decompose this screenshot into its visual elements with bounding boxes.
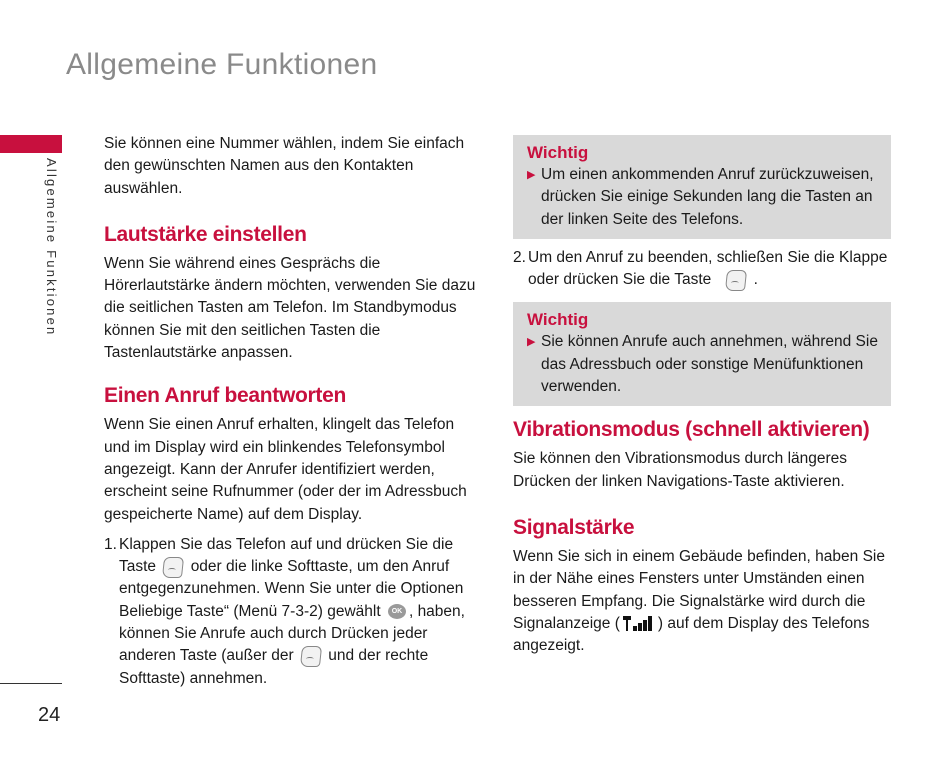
answer-paragraph: Wenn Sie einen Anruf erhalten, klingelt das Telefon und im Display wird ein blinkendes Telefonsymbol angezeigt. Kann der Anrufer identifiziert werden, erscheint seine Rufnummer (oder der im Adressbuch gespeicherte Name) auf dem Display. xyxy=(104,416,467,523)
signal-strength-icon xyxy=(622,615,656,632)
step-text-part: , haben, können Sie Anrufe auch durch Drücken jeder anderen Taste (außer der xyxy=(119,602,465,665)
ok-key-icon: OK xyxy=(388,604,406,619)
important-note-reject xyxy=(513,135,891,239)
note-title: Wichtig xyxy=(527,143,589,162)
bullet-arrow-icon: ▶ xyxy=(527,169,536,181)
note-title: Wichtig xyxy=(527,310,589,330)
heading-answer-call: Einen Anruf beantworten xyxy=(104,384,346,408)
step-text-part: Klappen Sie das Telefon auf und drücken Sie die Taste xyxy=(119,535,454,576)
volume-paragraph: Wenn Sie während eines Gesprächs die Hörerlautstärke ändern möchten, verwenden Sie dazu die seitlichen Tasten am Telefon. Im Standbymodus können Sie mit den seitlichen Tasten die Tastenlautstärke anpassen. xyxy=(104,254,476,362)
step-number: 2. xyxy=(513,248,526,266)
important-note-answer xyxy=(513,302,891,406)
note-text: Sie können Anrufe auch annehmen, während Sie das Adressbuch oder sonstige Menüfunktionen verwenden. xyxy=(541,333,878,396)
signal-paragraph xyxy=(513,546,891,657)
step-text-part: Um den Anruf zu beenden, schließen Sie die Klappe oder drücken Sie die Taste xyxy=(528,248,888,289)
right-column xyxy=(513,135,891,657)
vibration-paragraph: Sie können den Vibrationsmodus durch längeres Drücken der linken Navigations-Taste aktivieren. xyxy=(513,450,848,490)
send-key-icon xyxy=(162,557,184,578)
note-text: Um einen ankommenden Anruf zurückzuweisen, drücken Sie einige Sekunden lang die Tasten an der linken Seite des Telefons. xyxy=(541,166,874,228)
bullet-arrow-icon: ▶ xyxy=(527,336,536,349)
end-key-icon xyxy=(300,646,322,667)
signal-text-part: ) auf dem Display des Telefons angezeigt. xyxy=(513,614,870,655)
heading-vibration: Vibrationsmodus (schnell aktivieren) xyxy=(513,418,870,442)
heading-volume: Lautstärke einstellen xyxy=(104,222,307,246)
left-column xyxy=(104,133,476,690)
end-key-icon xyxy=(724,270,746,291)
intro-paragraph: Sie können eine Nummer wählen, indem Sie einfach den gewünschten Namen aus den Kontakten auswählen. xyxy=(104,135,465,197)
step-text-part: . xyxy=(753,271,758,289)
heading-signal: Signalstärke xyxy=(513,515,635,539)
signal-text-part: Wenn Sie sich in einem Gebäude befinden, haben Sie in der Nähe eines Fensters unter Umständen einen besseren Empfang. Die Signalstärke wird durch die Signalanzeige ( xyxy=(513,547,885,632)
page-number: 24 xyxy=(38,704,61,726)
section-color-bar xyxy=(0,135,62,153)
step-text xyxy=(528,247,891,292)
step-text-part: und der rechte Softtaste) annehmen. xyxy=(119,647,429,687)
answer-step-1 xyxy=(104,534,476,690)
end-call-step-2 xyxy=(513,247,891,292)
side-section-label: Allgemeine Funktionen xyxy=(44,158,59,337)
step-number: 1. xyxy=(104,535,117,553)
step-text-part: oder die linke Softtaste, um den Anruf entgegenzunehmen. Wenn Sie unter die Optionen Beliebige Taste“ (Menü 7-3-2) gewählt xyxy=(119,558,464,620)
step-text xyxy=(119,534,476,690)
footer-divider xyxy=(0,683,62,684)
page-title: Allgemeine Funktionen xyxy=(66,48,378,81)
